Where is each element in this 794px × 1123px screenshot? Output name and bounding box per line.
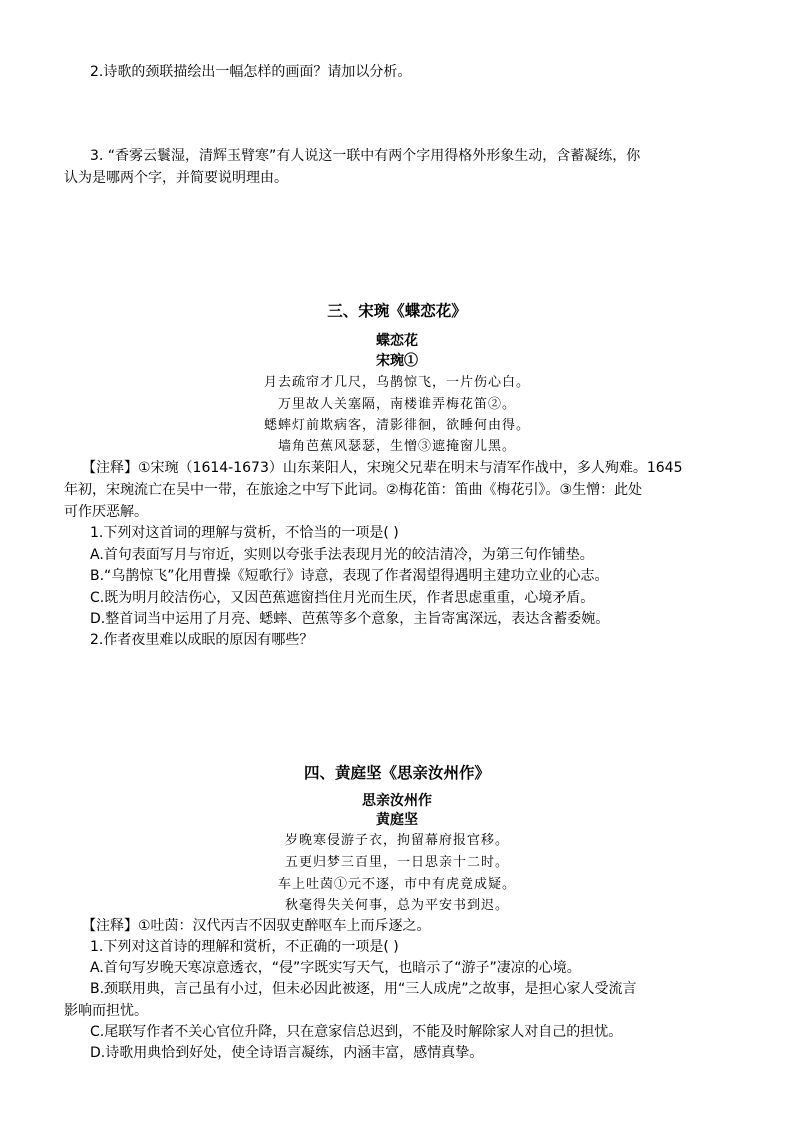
poem-author: 宋琬① — [376, 353, 418, 369]
annotation-line-1: 【注释】①宋琬（1614-1673）山东莱阳人，宋琬父兄辈在明末与清军作战中，多人殉难。1645 — [82, 460, 683, 476]
poem-line-1: 岁晚寒侵游子衣，拘留幕府报官移。 — [284, 833, 509, 848]
option-a: A.首句表面写月与帘近，实则以夸张手法表现月光的皎洁清冷，为第三句作铺垫。 — [90, 547, 594, 563]
poem-line-1: 月去疏帘才几尺，乌鹊惊飞，一片伤心白。 — [263, 375, 530, 390]
poem-title: 思亲汝州作 — [362, 793, 432, 809]
annotation-line-3: 可作厌恶解。 — [64, 504, 148, 520]
option-c: C.既为明月皎洁伤心，又因芭蕉遮窗挡住月光而生厌，作者思虑重重，心境矛盾。 — [90, 590, 595, 606]
option-d: D.整首词当中运用了月亮、蟋蟀、芭蕉等多个意象，主旨寄寓深远，表达含蓄委婉。 — [90, 611, 610, 627]
section-3-heading: 三、宋琬《蝶恋花》 — [327, 301, 467, 320]
question-3-line-1: 3. “香雾云鬟湿，清辉玉臂寒”有人说这一联中有两个字用得格外形象生动，含蓄凝练，你 — [90, 148, 641, 164]
poem-line-2: 五更归梦三百里，一日思亲十二时。 — [284, 855, 509, 870]
question-3-line-2: 认为是哪两个字，并简要说明理由。 — [64, 170, 288, 186]
annotation-line-2: 年初，宋琬流亡在吴中一带，在旅途之中写下此词。②梅花笛：笛曲《梅花引》。③生憎：此处 — [64, 482, 643, 498]
poem-line-4: 秋毫得失关何事，总为平安书到迟。 — [284, 898, 509, 913]
option-c: C.尾联写作者不关心官位升降，只在意家信总迟到，不能及时解除家人对自己的担忧。 — [90, 1024, 623, 1040]
option-a: A.首句写岁晚天寒凉意透衣，“侵”字既实写天气，也暗示了“游子”凄凉的心境。 — [90, 960, 581, 976]
poem-title: 蝶恋花 — [376, 333, 418, 349]
question-1: 1.下列对这首诗的理解和赏析，不正确的一项是( ) — [90, 939, 399, 955]
poem-line-3: 蟋蟀灯前欺病客，清影徘徊，欲睡何由得。 — [263, 418, 530, 433]
poem-line-3: 车上吐茵①元不逐，市中有虎竟成疑。 — [277, 877, 516, 892]
annotation: 【注释】①吐茵：汉代丙吉不因驭吏醉呕车上而斥逐之。 — [82, 918, 431, 934]
poem-author: 黄庭坚 — [376, 812, 418, 828]
option-b-line-1: B.颈联用典，言己虽有小过，但未必因此被逐，用“三人成虎”之故事，是担心家人受流言 — [90, 981, 637, 997]
section-4-heading: 四、黄庭坚《思亲汝州作》 — [303, 763, 490, 782]
option-d: D.诗歌用典恰到好处，使全诗语言凝练，内涵丰富，感情真挚。 — [90, 1045, 484, 1061]
poem-line-2: 万里故人关塞隔，南楼谁弄梅花笛②。 — [277, 397, 516, 412]
option-b-line-2: 影响而担忧。 — [64, 1003, 148, 1019]
option-b: B.“乌鹊惊飞”化用曹操《短歌行》诗意，表现了作者渴望得遇明主建功立业的心志。 — [90, 568, 609, 584]
question-2: 2.诗歌的颈联描绘出一幅怎样的画面？请加以分析。 — [90, 64, 412, 80]
poem-line-4: 墙角芭蕉风瑟瑟，生憎③遮掩窗儿黑。 — [277, 439, 516, 454]
question-2: 2.作者夜里难以成眠的原因有哪些？ — [90, 632, 314, 648]
question-1: 1.下列对这首词的理解与赏析，不恰当的一项是( ) — [90, 525, 399, 541]
